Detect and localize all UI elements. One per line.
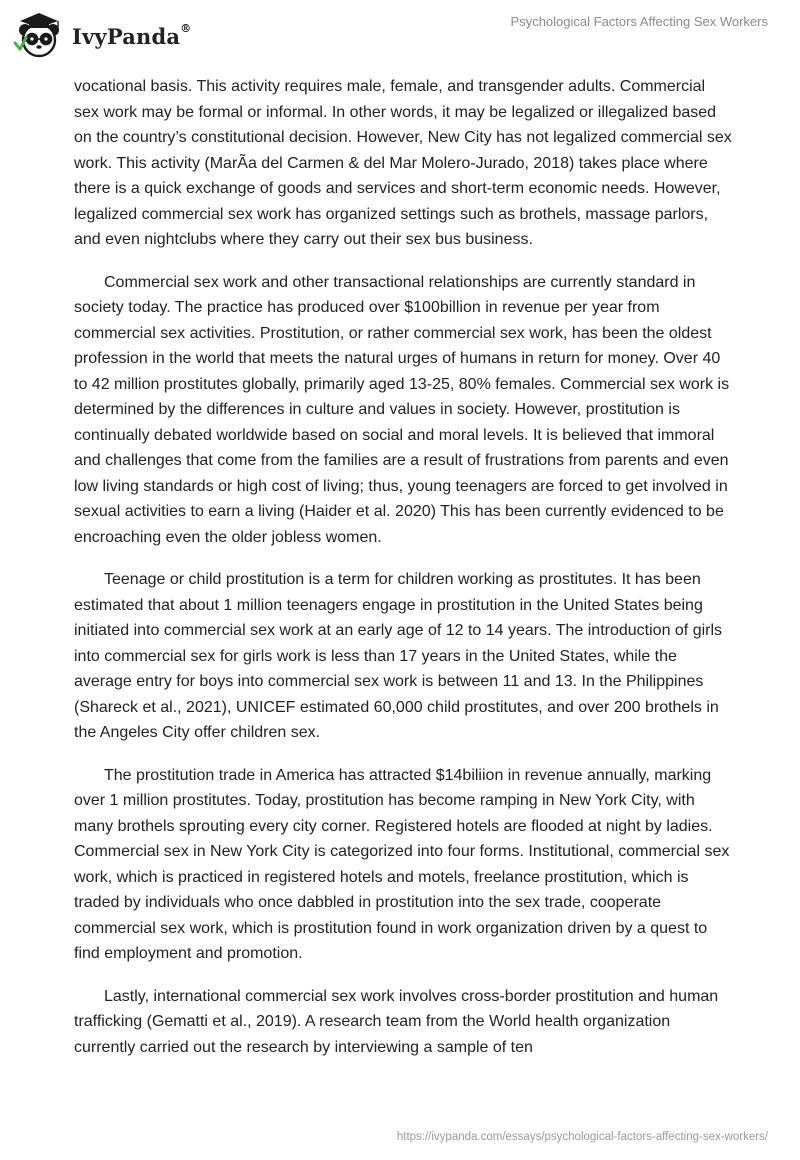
essay-body bbox=[74, 74, 734, 1077]
paragraph: vocational basis. This activity requires male, female, and transgender adults. Commercial sex work may be formal or informal. In other words, it may be legalized or illegalized based on the country’s constitutional decision. However, New City has not legalized commercial sex work. This activity (MarÃa del Carmen & del Mar Molero-Jurado, 2018) takes place where there is a quick exchange of goods and services and short-term economic needs. However, legalized commercial sex work has organized settings such as brothels, massage parlors, and even nightclubs where they carry out their sex bus business. bbox=[74, 78, 732, 248]
page-header bbox=[0, 0, 800, 70]
paragraph: Teenage or child prostitution is a term for children working as prostitutes. It has been estimated that about 1 million teenagers engage in prostitution in the United States being initiated into commercial sex work at an early age of 12 to 14 years. The introduction of girls into commercial sex for girls work is less than 17 years in the United States, while the average entry for boys into commercial sex work is between 11 and 13. In the Philippines (Shareck et al., 2021), UNICEF estimated 60,000 child prostitutes, and over 200 brothels in the Angeles City offer children sex. bbox=[74, 571, 723, 741]
paragraph: The prostitution trade in America has attracted $14biliion in revenue annually, marking over 1 million prostitutes. Today, prostitution has become ramping in New York City, with many brothels sprouting every city corner. Registered hotels are flooded at night by ladies. Commercial sex in New York City is categorized into four forms. Institutional, commercial sex work, which is practiced in registered hotels and motels, freelance prostitution, which is traded by individuals who once dabbled in prostitution into the sex trade, cooperate commercial sex work, which is prostitution found in work organization driven by a quest to find employment and promotion. bbox=[74, 766, 730, 962]
panda-graduate-logo-icon bbox=[12, 10, 66, 60]
brand-logo[interactable] bbox=[12, 10, 191, 60]
paragraph: Commercial sex work and other transactional relationships are currently standard in society today. The practice has produced over $100billion in revenue per year from commercial sex activities. Prostitution, or rather commercial sex work, has been the oldest profession in the world that meets the natural urges of humans in return for money. Over 40 to 42 million prostitutes globally, primarily aged 13-25, 80% females. Commercial sex work is determined by the differences in culture and values in society. However, prostitution is continually debated worldwide based on social and moral levels. It is believed that immoral and challenges that come from the families are a result of frustrations from parents and even low living standards or high cost of living; thus, young teenagers are forced to get involved in sexual activities to earn a living (Haider et al. 2020) This has been currently evidenced to be encroaching even the older jobless women. bbox=[74, 273, 730, 546]
source-url-link[interactable]: https://ivypanda.com/essays/psychological-factors-affecting-sex-workers/ bbox=[396, 1131, 768, 1143]
document-title: Psychological Factors Affecting Sex Workers bbox=[510, 14, 768, 29]
paragraph: Lastly, international commercial sex work involves cross-border prostitution and human trafficking (Gematti et al., 2019). A research team from the World health organization currently carried out the research by interviewing a sample of ten bbox=[74, 987, 719, 1056]
brand-name: IvyPanda® bbox=[72, 21, 192, 49]
